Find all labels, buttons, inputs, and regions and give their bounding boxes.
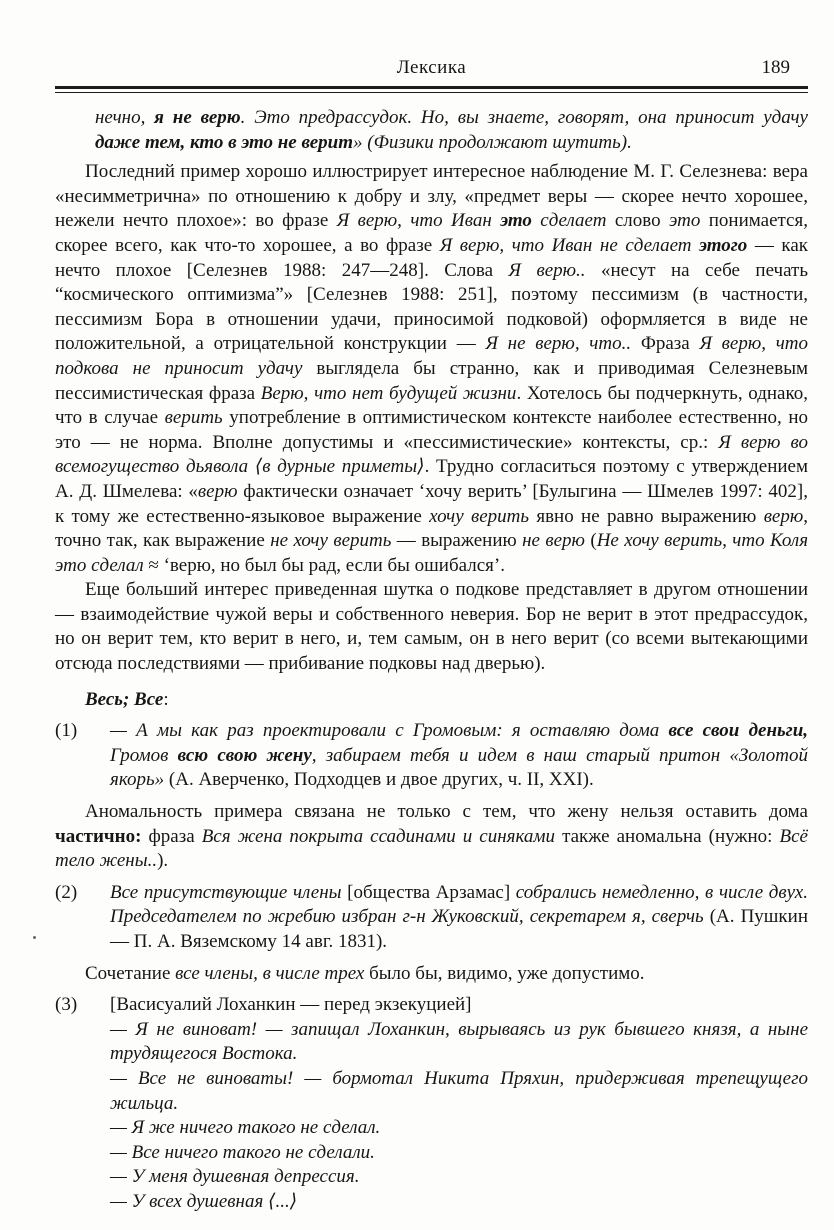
- text-segment: — А мы как раз проектировали с Громовым: я оставляю дома: [110, 720, 669, 742]
- text-segment: . Трудно согласиться поэтому с утверждением А. Д. Шмелева: «: [55, 456, 808, 502]
- quote-continuation: [95, 106, 808, 155]
- text-segment: — как нечто плохое [Селезнев 1988: 247—248]. Слова: [55, 234, 808, 281]
- text-segment: Последний пример хорошо иллюстрирует интересное наблюдение М. Г. Селезнева: вера «несимметрична» по отношению к добру и злу, «предмет веры — скорее нечто хорошее, нежели нечто плохое»: во фразе: [55, 161, 808, 232]
- text-segment: Все присутствующие члены: [110, 881, 342, 903]
- text-segment: не хочу верить: [270, 530, 392, 552]
- text-segment: Вся жена покрыта ссадинами и синяками: [201, 825, 556, 847]
- text-segment: — Все ничего такого не сделали.: [110, 1141, 375, 1163]
- text-segment: фраза: [141, 825, 202, 847]
- example-paragraph: [110, 1190, 808, 1215]
- text-segment: Еще больший интерес приведенная шутка о подкове представляет в другом отношении — взаимодействие чужой веры и собственного неверия. Бор не верит в этот предрассудок, но он верит тем, кто верит в него, и, тем самым, он в него верит (со всеми вытекающими отсюда последствиями — прибивание подковы над дверью).: [55, 579, 808, 675]
- text-segment: Фраза: [631, 333, 700, 355]
- text-segment: все свои деньги,: [668, 720, 809, 742]
- text-segment: Громов: [110, 744, 178, 766]
- paragraph: [55, 578, 808, 676]
- text-segment: не верю: [522, 530, 585, 552]
- page-body: [55, 106, 808, 1215]
- text-segment: — Я же ничего такого не сделал.: [110, 1117, 381, 1139]
- text-segment: это: [500, 210, 532, 232]
- paragraph: [55, 962, 808, 987]
- text-segment: — У всех душевная ⟨...⟩: [110, 1190, 298, 1212]
- example-paragraph: [110, 881, 808, 955]
- text-segment: употребление в оптимистическом контексте наиболее естественно, но это — не норма. Вполне допустимы и «пессимистические» контексты, ср.:: [55, 407, 808, 453]
- text-segment: , забираем тебя и идем в наш старый притон «Золотой якорь»: [110, 744, 808, 791]
- example-body: [110, 881, 808, 955]
- text-segment: всю свою жену: [177, 744, 312, 766]
- paragraph: [55, 160, 808, 578]
- text-segment: »: [353, 131, 363, 153]
- text-segment: было бы, видимо, уже допустимо.: [364, 962, 645, 984]
- example-1: [55, 719, 808, 793]
- text-segment: (А. Пушкин — П. А. Вяземскому 14 авг. 1831).: [110, 906, 808, 952]
- example-3: [55, 993, 808, 1214]
- paragraph: [55, 800, 808, 874]
- example-2: [55, 881, 808, 955]
- example-paragraph: [110, 1165, 808, 1190]
- text-segment: все члены, в числе трех: [175, 962, 365, 984]
- example-paragraph: [110, 1116, 808, 1141]
- text-segment: выглядела бы странно, как и приводимая Селезневым пессимистическая фраза: [55, 357, 808, 404]
- text-segment: сделает: [531, 210, 607, 232]
- header-rule: [55, 86, 808, 93]
- text-segment: я не верю: [154, 107, 241, 128]
- text-segment: :: [163, 688, 169, 710]
- example-paragraph: [110, 1141, 808, 1166]
- text-segment: [Васисуалий Лоханкин — перед экзекуцией]: [110, 994, 472, 1016]
- text-segment: это: [668, 210, 701, 232]
- text-segment: (Физики продолжают шутить).: [362, 131, 632, 153]
- example-body: [110, 993, 808, 1214]
- text-segment: Я верю, что Иван: [336, 210, 501, 232]
- text-segment: Аномальность примера связана не только с тем, что жену нельзя оставить дома: [85, 801, 808, 823]
- text-segment: — выражению: [391, 530, 523, 552]
- example-number: (1): [55, 720, 78, 742]
- example-paragraph: [110, 719, 808, 793]
- text-segment: Всё тело жены..: [55, 825, 808, 872]
- example-paragraph: [110, 1067, 808, 1116]
- text-segment: (А. Аверченко, Подходцев и двое других, ч. II, XXI).: [164, 769, 594, 791]
- text-segment: (: [584, 530, 597, 552]
- scan-speck: [33, 936, 36, 939]
- example-body: [110, 719, 808, 793]
- running-head-title: Лексика: [396, 57, 467, 78]
- text-segment: частично:: [55, 825, 142, 847]
- text-segment: слово: [606, 210, 669, 232]
- text-segment: верю: [763, 505, 804, 527]
- text-segment: ).: [157, 850, 169, 872]
- example-number: (2): [55, 881, 78, 903]
- text-segment: Я верю во всемогущество дьявола ⟨в дурные приметы⟩: [55, 431, 808, 478]
- text-segment: — Все не виноваты! — бормотал Никита Пряхин, придерживая трепещущего жильца.: [110, 1067, 808, 1114]
- text-segment: ≈ ‘верю, но был бы рад, если бы ошибался’.: [143, 554, 505, 576]
- example-paragraph: [110, 1018, 808, 1067]
- text-segment: . Это предрассудок. Но, вы знаете, говорят, она приносит удачу: [240, 107, 808, 128]
- text-segment: «несут на себе печать “космического оптимизма”» [Селезнев 1988: 251], поэтому пессимизм (в частности, пессимизм Бора в отношении удачи, приносимой подковой) оформляется в виде не положительной, а отрицательной конструкции —: [55, 259, 808, 355]
- text-segment: даже тем, кто в это не верит: [95, 131, 354, 153]
- text-segment: явно не равно выражению: [529, 505, 764, 527]
- text-segment: Весь; Все: [85, 688, 164, 710]
- text-segment: понимается, скорее всего, как что-то хорошее, а во фразе: [55, 210, 808, 256]
- text-segment: также аномальна (нужно:: [555, 825, 780, 847]
- text-segment: Сочетание: [85, 962, 176, 984]
- text-segment: верить: [164, 407, 223, 429]
- text-segment: . Хотелось бы подчеркнуть, однако, что в случае: [55, 382, 808, 429]
- text-segment: — Я не виноват! — запищал Лоханкин, вырываясь из рук бывшего князя, а ныне трудящегося Востока.: [110, 1018, 808, 1065]
- text-segment: — У меня душевная депрессия.: [110, 1166, 360, 1188]
- text-segment: Верю, что нет будущей жизни: [260, 382, 517, 404]
- text-segment: нечно,: [95, 107, 155, 128]
- text-segment: этого: [699, 234, 748, 256]
- text-segment: [общества Арзамас]: [341, 881, 516, 903]
- text-segment: хочу верить: [429, 505, 529, 527]
- running-head: [55, 56, 808, 82]
- text-segment: собрались немедленно, в числе двух. Председателем по жребию избран г-н Жуковский, секретарем я, сверчь: [110, 881, 808, 928]
- text-segment: верю: [197, 480, 238, 502]
- text-segment: Я верю..: [508, 259, 586, 281]
- page-number: 189: [761, 57, 790, 78]
- text-segment: фактически означает ‘хочу верить’ [Булыгина — Шмелев 1997: 402], к тому же естественно-языковое выражение: [55, 480, 808, 527]
- section-heading: [55, 688, 808, 713]
- text-segment: Я верю, что подкова не приносит удачу: [55, 333, 808, 379]
- example-paragraph: [110, 993, 808, 1018]
- text-segment: Я верю, что Иван не сделает: [439, 234, 700, 256]
- text-segment: Не хочу верить, что Коля это сделал: [55, 530, 809, 576]
- text-segment: Я не верю, что..: [485, 333, 632, 355]
- example-number: (3): [55, 994, 78, 1016]
- text-segment: , точно так, как выражение: [55, 505, 809, 552]
